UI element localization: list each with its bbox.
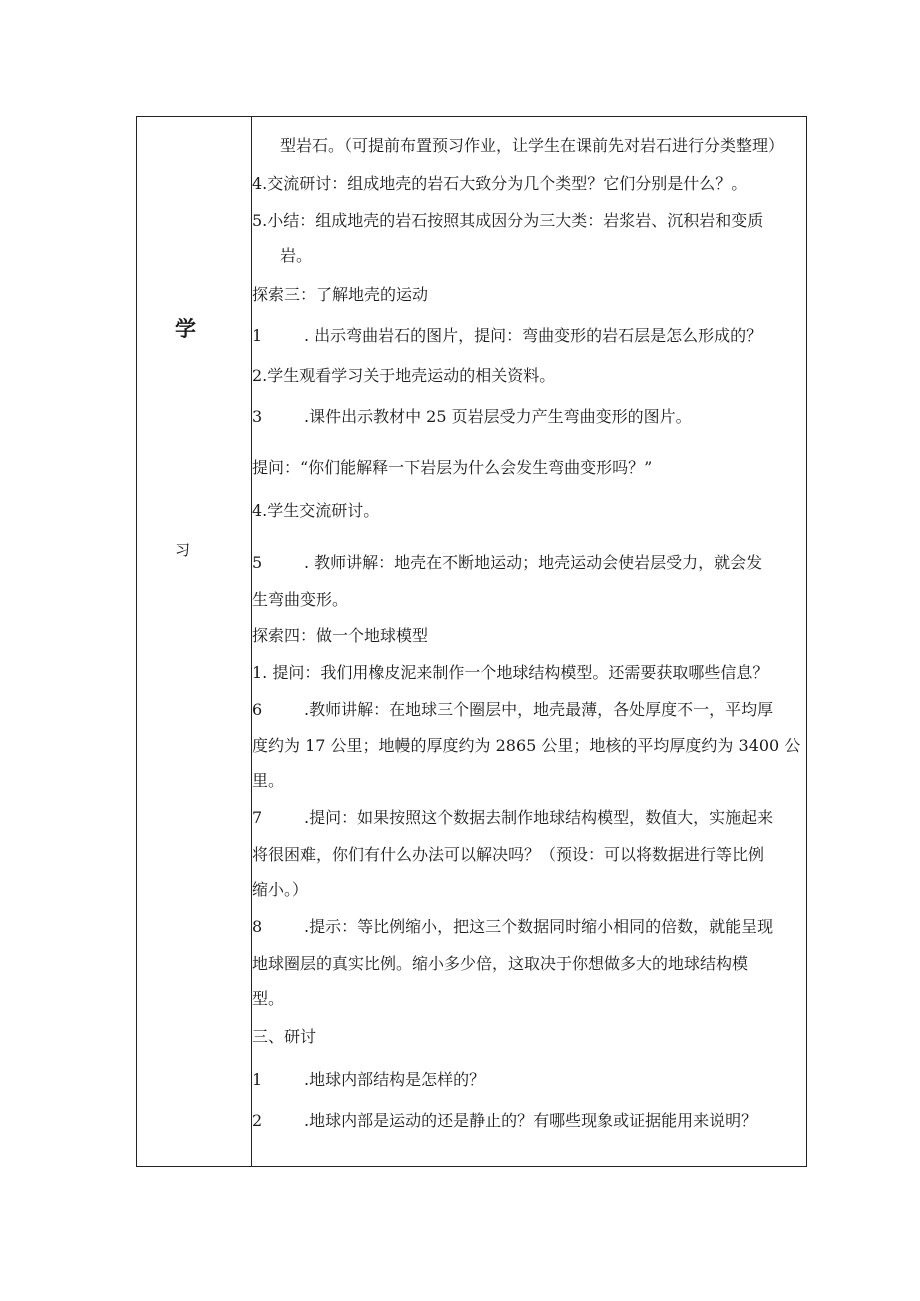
side-label-xue: 学 bbox=[175, 317, 196, 341]
side-label-xi: 习 bbox=[175, 541, 191, 559]
lesson-table bbox=[136, 116, 807, 1167]
item-text: . 教师讲解：地壳在不断地运动；地壳运动会使岩层受力，就会发 bbox=[304, 553, 763, 572]
text-line: 2.学生观看学习关于地壳运动的相关资料。 bbox=[252, 366, 556, 385]
text-line: 型。 bbox=[252, 989, 285, 1008]
section-heading: 三、研讨 bbox=[252, 1027, 317, 1046]
item-text: .教师讲解：在地球三个圈层中，地壳最薄，各处厚度不一，平均厚 bbox=[304, 700, 774, 719]
item-number: 1 bbox=[252, 326, 263, 345]
item-number: 1 bbox=[252, 1070, 263, 1089]
text-line: 5.小结：组成地壳的岩石按照其成因分为三大类：岩浆岩、沉积岩和变质 bbox=[252, 211, 764, 230]
text-line: 型岩石。（可提前布置预习作业，让学生在课前先对岩石进行分类整理） bbox=[280, 136, 785, 155]
text-line: 1. 提问：我们用橡皮泥来制作一个地球结构模型。还需要获取哪些信息？ bbox=[252, 663, 769, 682]
item-text: .课件出示教材中 25 页岩层受力产生弯曲变形的图片。 bbox=[304, 407, 692, 426]
item-number: 7 bbox=[252, 808, 263, 827]
text-line: 将很困难，你们有什么办法可以解决吗？（预设：可以将数据进行等比例 bbox=[252, 845, 765, 864]
text-line: 缩小。） bbox=[252, 880, 309, 899]
item-number: 3 bbox=[252, 407, 263, 426]
text-line: 提问：“你们能解释一下岩层为什么会发生弯曲变形吗？” bbox=[252, 458, 653, 477]
text-line: 4.学生交流研讨。 bbox=[252, 501, 380, 520]
left-label-column bbox=[137, 117, 252, 1166]
text-line: 度约为 17 公里；地幔的厚度约为 2865 公里；地核的平均厚度约为 3400 公 bbox=[252, 736, 801, 755]
text-line: 地球圈层的真实比例。缩小多少倍，这取决于你想做多大的地球结构模 bbox=[252, 954, 749, 973]
item-number: 8 bbox=[252, 917, 263, 936]
text-line: 4.交流研讨：组成地壳的岩石大致分为几个类型？它们分别是什么？。 bbox=[252, 174, 748, 193]
section-heading: 探索三：了解地壳的运动 bbox=[252, 285, 429, 304]
item-number: 6 bbox=[252, 700, 263, 719]
item-number: 2 bbox=[252, 1111, 263, 1130]
item-text: .提示：等比例缩小，把这三个数据同时缩小相同的倍数，就能呈现 bbox=[304, 917, 774, 936]
content-column bbox=[252, 117, 806, 1166]
item-text: . 出示弯曲岩石的图片，提问：弯曲变形的岩石层是怎么形成的？ bbox=[304, 326, 763, 345]
item-text: .提问：如果按照这个数据去制作地球结构模型，数值大，实施起来 bbox=[304, 808, 774, 827]
text-line: 里。 bbox=[252, 771, 285, 790]
section-heading: 探索四：做一个地球模型 bbox=[252, 626, 429, 645]
text-line: 岩。 bbox=[280, 246, 313, 265]
text-line: 生弯曲变形。 bbox=[252, 590, 349, 609]
item-number: 5 bbox=[252, 553, 263, 572]
item-text: .地球内部结构是怎样的？ bbox=[304, 1070, 486, 1089]
item-text: .地球内部是运动的还是静止的？有哪些现象或证据能用来说明？ bbox=[304, 1111, 758, 1130]
